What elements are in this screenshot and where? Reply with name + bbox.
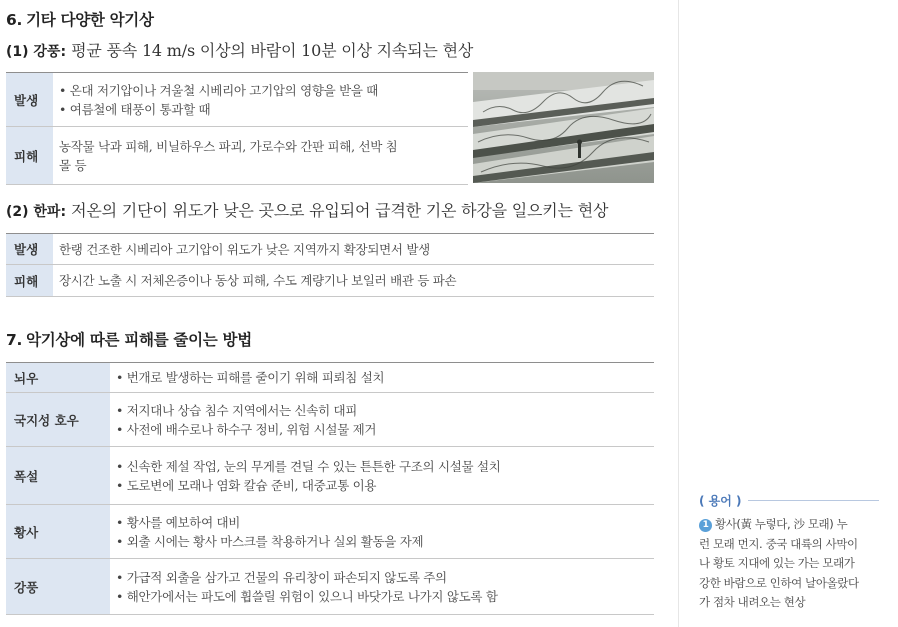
section-6-title: 기타 다양한 악기상 — [26, 11, 154, 29]
measure-content-gale — [110, 559, 498, 614]
gale-damage-line-1: 농작물 낙과 피해, 비닐하우스 파괴, 가로수와 간판 피해, 선박 침 — [59, 138, 398, 154]
measure-row-thunderstorm — [6, 362, 654, 393]
gale-label: (1) 강풍: — [6, 44, 67, 60]
glossary-heading: ( 용어 ) — [699, 494, 742, 508]
section-7-heading — [6, 328, 252, 350]
gale-definition-text: 평균 풍속 14 m/s 이상의 바람이 10분 이상 지속되는 현상 — [71, 41, 474, 60]
measure-line: • 해안가에서는 파도에 휩쓸릴 위험이 있으니 바닷가로 나가지 않도록 함 — [116, 588, 498, 604]
gale-occurrence-head: 발생 — [6, 73, 53, 126]
gale-definition — [6, 38, 473, 61]
measure-head-thunderstorm: 뇌우 — [6, 363, 110, 392]
measure-content-yellow-dust — [110, 505, 423, 558]
measure-head-yellow-dust: 황사 — [6, 505, 110, 558]
coldwave-definition-text: 저온의 기단이 위도가 낮은 곳으로 유입되어 급격한 기온 하강을 일으키는 현상 — [71, 201, 609, 220]
glossary-body — [699, 515, 879, 613]
coldwave-occurrence-head: 발생 — [6, 234, 53, 264]
measure-line: • 가급적 외출을 삼가고 건물의 유리창이 파손되지 않도록 주의 — [116, 569, 447, 585]
measure-head-local-downpour: 국지성 호우 — [6, 393, 110, 446]
coldwave-damage-content — [53, 265, 456, 296]
glossary-number-badge: 1 — [699, 519, 712, 532]
coldwave-occurrence-content — [53, 234, 430, 264]
glossary-line-3: 나 황토 지대에 있는 가는 모래가 — [699, 556, 855, 570]
measure-head-heavy-snow: 폭설 — [6, 447, 110, 504]
measure-head-gale: 강풍 — [6, 559, 110, 614]
measure-row-heavy-snow — [6, 447, 654, 505]
glossary-line-2: 런 모래 먼지. 중국 대륙의 사막이 — [699, 536, 858, 551]
section-7-number: 7. — [6, 331, 23, 349]
gale-damage-line-2: 몰 등 — [59, 157, 87, 173]
coldwave-definition — [6, 198, 608, 221]
measure-content-thunderstorm — [110, 363, 384, 392]
coldwave-occurrence-line-1: 한랭 건조한 시베리아 고기압이 위도가 낮은 지역까지 확장되면서 발생 — [59, 241, 430, 257]
glossary-note — [699, 492, 879, 613]
coldwave-label: (2) 한파: — [6, 204, 67, 220]
measure-row-local-downpour — [6, 393, 654, 447]
gale-occurrence-line-1: • 온대 저기압이나 겨울철 시베리아 고기압의 영향을 받을 때 — [59, 82, 379, 98]
column-divider — [678, 0, 679, 627]
glossary-line-5: 가 점차 내려오는 현상 — [699, 595, 806, 609]
gale-damage-head: 피해 — [6, 127, 53, 184]
gale-occurrence-line-2: • 여름철에 태풍이 통과할 때 — [59, 101, 211, 117]
glossary-line-1 — [699, 515, 879, 535]
gale-occurrence-content — [53, 73, 378, 126]
measure-content-heavy-snow — [110, 447, 501, 504]
measure-line: • 사전에 배수로나 하수구 정비, 위험 시설물 제거 — [116, 421, 377, 437]
gale-damage-row — [6, 127, 468, 185]
gale-damage-content — [53, 127, 397, 184]
measure-line: • 신속한 제설 작업, 눈의 무게를 견딜 수 있는 튼튼한 구조의 시설물 설치 — [116, 458, 501, 474]
measure-line: • 도로변에 모래나 염화 칼슘 준비, 대중교통 이용 — [116, 477, 377, 493]
glossary-line-1-text: 황사(黃 누렇다, 沙 모래) 누 — [715, 517, 848, 531]
measure-content-local-downpour — [110, 393, 376, 446]
section-6-number: 6. — [6, 11, 23, 29]
coldwave-damage-row — [6, 265, 654, 297]
measure-row-gale — [6, 559, 654, 615]
glossary-line-4: 강한 바람으로 인하여 날아올랐다 — [699, 575, 859, 590]
coldwave-damage-head: 피해 — [6, 265, 53, 296]
section-6-heading — [6, 8, 154, 30]
gale-occurrence-row — [6, 72, 468, 127]
measure-line: • 번개로 발생하는 피해를 줄이기 위해 피뢰침 설치 — [116, 370, 385, 385]
measure-line: • 외출 시에는 황사 마스크를 착용하거나 실외 활동을 자제 — [116, 533, 424, 549]
glossary-rule — [748, 500, 879, 501]
measure-line: • 저지대나 상습 침수 지역에서는 신속히 대피 — [116, 402, 358, 418]
glossary-header — [699, 492, 879, 509]
damaged-greenhouse-photo — [473, 72, 654, 183]
measure-row-yellow-dust — [6, 505, 654, 559]
section-7-title: 악기상에 따른 피해를 줄이는 방법 — [26, 331, 252, 349]
coldwave-damage-line-1: 장시간 노출 시 저체온증이나 동상 피해, 수도 계량기나 보일러 배관 등 파손 — [59, 273, 457, 288]
measure-line: • 황사를 예보하여 대비 — [116, 514, 241, 530]
coldwave-occurrence-row — [6, 233, 654, 265]
